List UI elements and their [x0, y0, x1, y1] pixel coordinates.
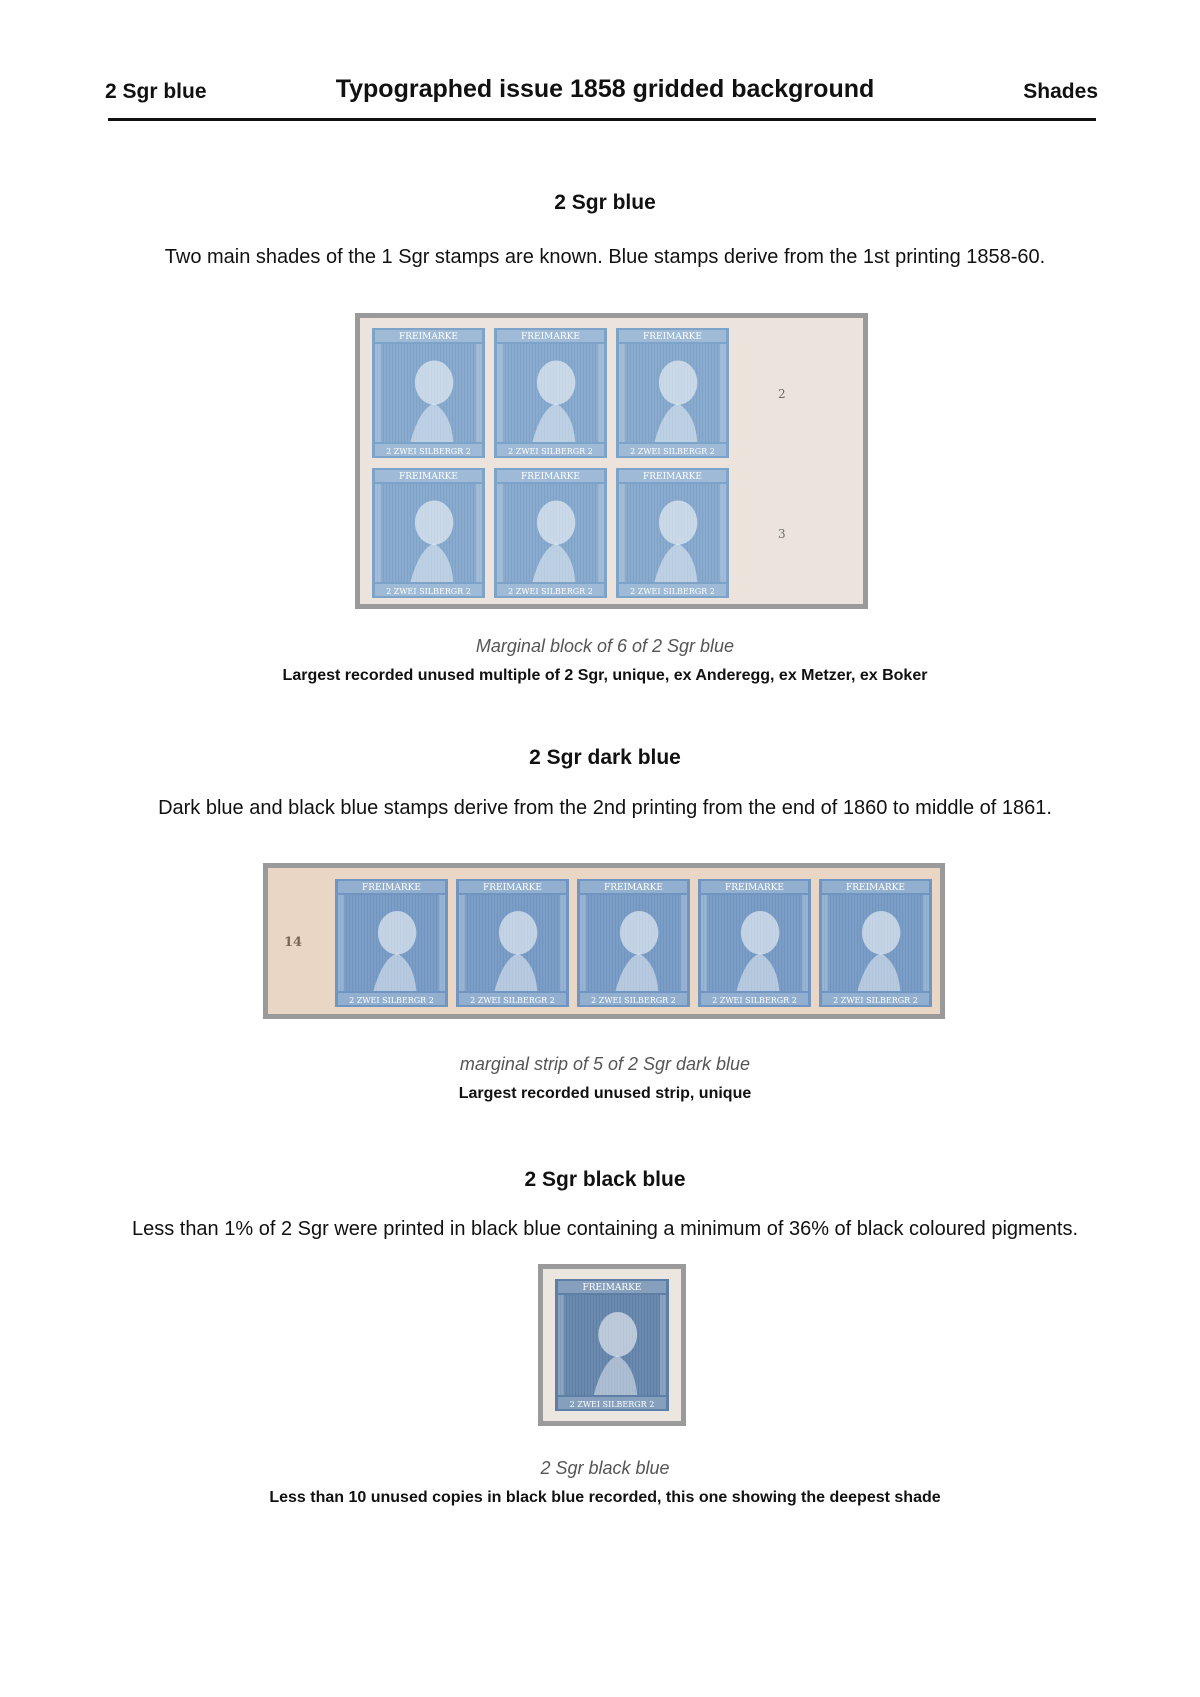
single-stamp-image: [538, 1264, 686, 1426]
stamp-top-text: FREIMARKE: [399, 332, 458, 342]
stamp-side-ornament: [619, 484, 625, 582]
stamp: [819, 879, 932, 1007]
stamp-top-text: FREIMARKE: [643, 472, 702, 482]
stamp-strip-image: [263, 863, 945, 1019]
stamp-bottom-text: 2 ZWEI SILBERGR 2: [386, 587, 471, 596]
stamp-side-ornament: [681, 895, 687, 991]
stamp-top-text: FREIMARKE: [483, 883, 542, 893]
caption-strip: marginal strip of 5 of 2 Sgr dark blue: [459, 1054, 751, 1074]
stamp-side-ornament: [619, 344, 625, 442]
stamp-top-text: FREIMARKE: [582, 1283, 642, 1293]
section-title-dark-blue: 2 Sgr dark blue: [529, 746, 681, 769]
stamp: [335, 879, 448, 1007]
stamp-side-ornament: [923, 895, 929, 991]
stamp-side-ornament: [701, 895, 707, 991]
stamp-bottom-text: 2 ZWEI SILBERGR 2: [349, 996, 434, 1005]
portrait-head: [659, 361, 697, 405]
stamp-side-ornament: [439, 895, 445, 991]
stamp-side-ornament: [560, 895, 566, 991]
stamp-side-ornament: [338, 895, 344, 991]
stamp-side-ornament: [580, 895, 586, 991]
portrait-head: [415, 361, 453, 405]
stamp-side-ornament: [459, 895, 465, 991]
stamp-side-ornament: [822, 895, 828, 991]
stamp-top-text: FREIMARKE: [399, 472, 458, 482]
block-of-6-svg: [360, 318, 863, 604]
header-left: 2 Sgr blue: [105, 80, 207, 103]
stamp-side-ornament: [558, 1295, 564, 1395]
strip-of-5-svg: [268, 868, 940, 1014]
stamp-side-ornament: [497, 344, 503, 442]
section-description-blue: Two main shades of the 1 Sgr stamps are known. Blue stamps derive from the 1st printing 1858-60.: [164, 246, 1046, 268]
stamp-bottom-text: 2 ZWEI SILBERGR 2: [470, 996, 555, 1005]
stamp: [698, 879, 811, 1007]
stamp-top-text: FREIMARKE: [725, 883, 784, 893]
header-rule: [108, 118, 1096, 121]
stamp-side-ornament: [660, 1295, 666, 1395]
stamp: [494, 468, 607, 598]
stamp-top-text: FREIMARKE: [521, 472, 580, 482]
portrait-head: [537, 501, 575, 545]
margin-number: 14: [284, 935, 303, 950]
portrait-head: [499, 911, 537, 955]
stamp-side-ornament: [598, 484, 604, 582]
margin-number: 3: [778, 527, 786, 541]
header-right: Shades: [1023, 80, 1098, 103]
caption-block: Marginal block of 6 of 2 Sgr blue: [475, 636, 735, 656]
stamp-bottom-text: 2 ZWEI SILBERGR 2: [569, 1400, 655, 1409]
caption-single: 2 Sgr black blue: [540, 1458, 670, 1478]
portrait-head: [862, 911, 900, 955]
stamp-block-image: [355, 313, 868, 609]
stamp: [494, 328, 607, 458]
stamp-bottom-text: 2 ZWEI SILBERGR 2: [508, 447, 593, 456]
portrait-head: [741, 911, 779, 955]
stamp: [577, 879, 690, 1007]
stamp-top-text: FREIMARKE: [521, 332, 580, 342]
section-title-black-blue: 2 Sgr black blue: [524, 1168, 686, 1191]
stamp: [372, 468, 485, 598]
note-single: Less than 10 unused copies in black blue recorded, this one showing the deepest shade: [269, 1489, 941, 1506]
stamp-top-text: FREIMARKE: [362, 883, 421, 893]
single-stamp-svg: [543, 1269, 681, 1421]
page-title: Typographed issue 1858 gridded background: [335, 75, 875, 103]
portrait-head: [659, 501, 697, 545]
stamp-bottom-text: 2 ZWEI SILBERGR 2: [508, 587, 593, 596]
margin-number: 2: [778, 387, 786, 401]
stamp-bottom-text: 2 ZWEI SILBERGR 2: [630, 587, 715, 596]
stamp-top-text: FREIMARKE: [846, 883, 905, 893]
section-description-black-blue: Less than 1% of 2 Sgr were printed in black blue containing a minimum of 36% of black coloured pigments.: [131, 1218, 1079, 1240]
note-strip: Largest recorded unused strip, unique: [458, 1085, 752, 1102]
section-title-blue: 2 Sgr blue: [554, 191, 656, 214]
stamp: [456, 879, 569, 1007]
stamp-side-ornament: [720, 484, 726, 582]
stamp-side-ornament: [375, 344, 381, 442]
portrait-head: [620, 911, 658, 955]
stamp: [555, 1279, 669, 1411]
stamp-side-ornament: [802, 895, 808, 991]
portrait-head: [537, 361, 575, 405]
stamp-side-ornament: [476, 484, 482, 582]
portrait-head: [378, 911, 416, 955]
stamp: [616, 328, 729, 458]
section-description-dark-blue: Dark blue and black blue stamps derive from the 2nd printing from the end of 1860 to middle of 1861.: [158, 797, 1052, 819]
stamp-bottom-text: 2 ZWEI SILBERGR 2: [386, 447, 471, 456]
stamp: [372, 328, 485, 458]
stamp-side-ornament: [476, 344, 482, 442]
stamp-top-text: FREIMARKE: [643, 332, 702, 342]
stamp-bottom-text: 2 ZWEI SILBERGR 2: [591, 996, 676, 1005]
portrait-head: [415, 501, 453, 545]
portrait-head: [598, 1312, 637, 1357]
stamp-side-ornament: [598, 344, 604, 442]
stamp-bottom-text: 2 ZWEI SILBERGR 2: [630, 447, 715, 456]
stamp-top-text: FREIMARKE: [604, 883, 663, 893]
stamp-side-ornament: [720, 344, 726, 442]
stamp-bottom-text: 2 ZWEI SILBERGR 2: [833, 996, 918, 1005]
note-block: Largest recorded unused multiple of 2 Sgr, unique, ex Anderegg, ex Metzer, ex Boker: [282, 667, 928, 684]
stamp-side-ornament: [375, 484, 381, 582]
stamp-bottom-text: 2 ZWEI SILBERGR 2: [712, 996, 797, 1005]
stamp-side-ornament: [497, 484, 503, 582]
stamp: [616, 468, 729, 598]
